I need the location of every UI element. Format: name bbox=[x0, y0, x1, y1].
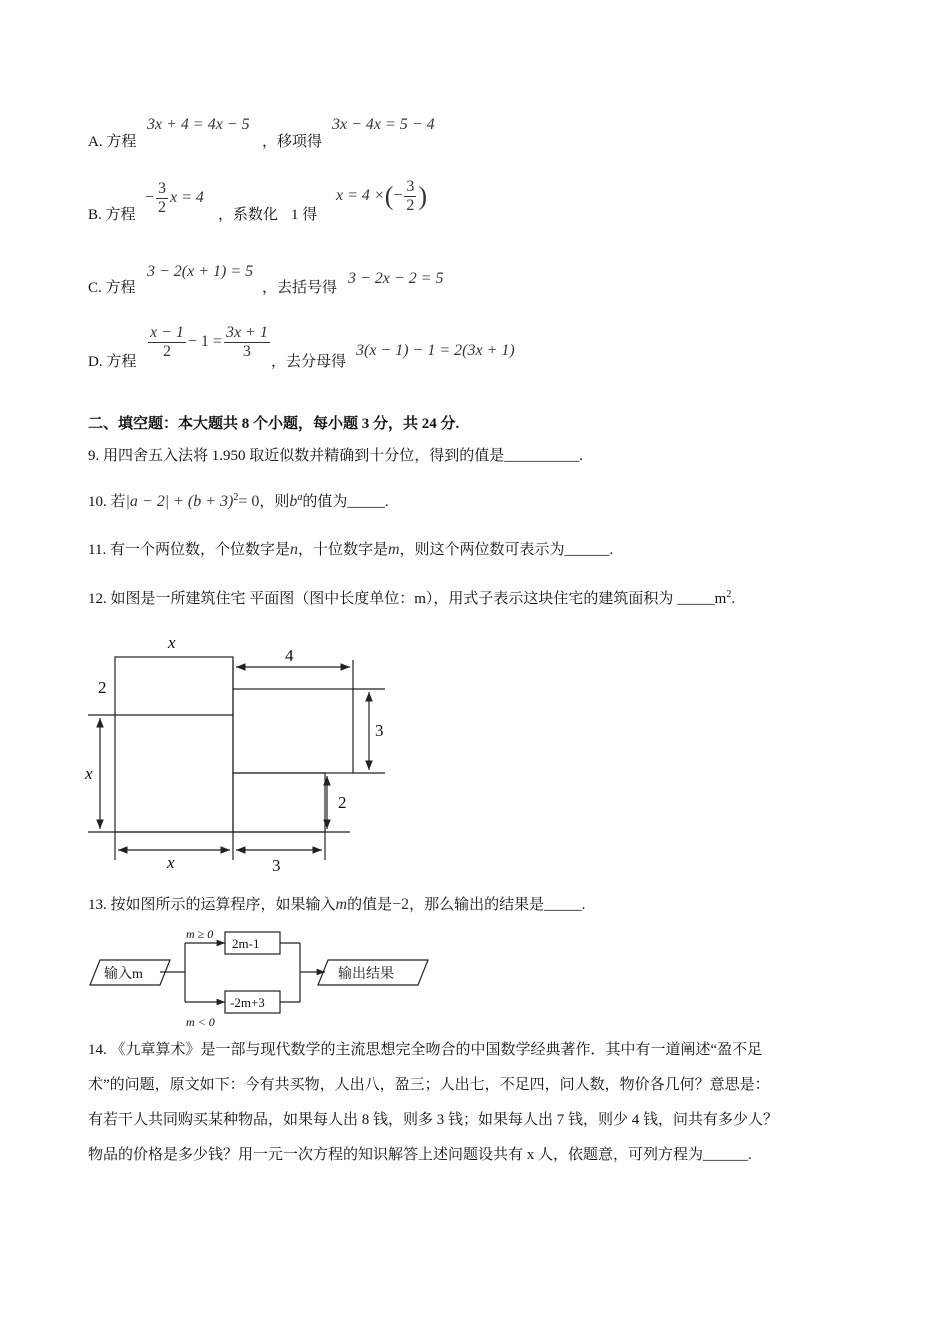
q11-lead: 有一个两位数，个位数字是 bbox=[109, 542, 290, 558]
q10-mid: ，则 bbox=[259, 494, 290, 510]
option-b-result: x = 4 ×(− $\frac{3}{2}$ ) bbox=[336, 178, 428, 214]
option-d-result: 3(x − 1) − 1 = 2(3x + 1) bbox=[356, 342, 515, 359]
option-b-res-den: 2 bbox=[406, 197, 415, 214]
option-a-result: 3x − 4x = 5 − 4 bbox=[332, 116, 435, 133]
option-d-prefix: 方程 bbox=[106, 354, 137, 370]
option-b-eq-rest: x = 4 bbox=[170, 189, 204, 207]
label-top-4: 4 bbox=[285, 646, 294, 665]
label-right-3: 3 bbox=[375, 721, 384, 740]
q11-m: m bbox=[387, 541, 400, 558]
option-a-equation: 3x + 4 = 4x − 5 bbox=[147, 116, 250, 133]
option-a-label: A. bbox=[88, 134, 103, 150]
q12-text: 12. 如图是一所建筑住宅 平面图（图中长度单位：m），用式子表示这块住宅的建筑面积为 _____m bbox=[88, 591, 727, 607]
option-d-f1-den: 2 bbox=[162, 343, 171, 360]
q13-num: 13. bbox=[88, 897, 107, 913]
option-b-label: B. bbox=[88, 207, 102, 223]
option-b-coef-den: 2 bbox=[158, 199, 167, 216]
q11-num: 11. bbox=[88, 542, 107, 558]
section-title: 二、填空题：本大题共 8 个小题，每小题 3 分，共 24 分. bbox=[88, 416, 460, 432]
q10-square: 2 bbox=[233, 492, 239, 503]
option-b-gap: 1 得 bbox=[291, 207, 318, 223]
option-c-result: 3 − 2x − 2 = 5 bbox=[348, 270, 444, 287]
option-a-prefix: 方程 bbox=[106, 134, 137, 150]
option-d-f1-num: x − 1 bbox=[150, 324, 184, 341]
question-14-line-3: 有若干人共同购买某种物品，如果每人出 8 钱，则多 3 钱；如果每人出 7 钱，则少 4 钱，问共有多少人？ bbox=[88, 1112, 779, 1128]
q10-expr: |a − 2| + (b + 3) bbox=[125, 493, 234, 510]
option-b-coef-num: 3 bbox=[158, 180, 167, 197]
q10-eq0: = 0 bbox=[238, 493, 260, 510]
q13-val: −2 bbox=[392, 896, 410, 913]
flow-cond-bottom: m < 0 bbox=[186, 1015, 215, 1029]
option-c-prefix: 方程 bbox=[105, 280, 136, 296]
flow-box-bottom-label: -2m+3 bbox=[230, 995, 265, 1010]
option-d-minus-one: − 1 = bbox=[187, 333, 222, 351]
q12-end: . bbox=[731, 591, 736, 607]
q13-lead: 按如图所示的运算程序，如果输入 bbox=[110, 897, 336, 913]
label-top-x: x bbox=[168, 633, 176, 652]
option-d-label: D. bbox=[88, 354, 103, 370]
label-bottom-x: x bbox=[167, 853, 175, 872]
q10-exp: a bbox=[297, 492, 303, 503]
q11-n: n bbox=[289, 541, 298, 558]
option-d-f2-den: 3 bbox=[242, 343, 251, 360]
q10-tail: 的值为_____. bbox=[302, 494, 389, 510]
flow-cond-top: m ≥ 0 bbox=[186, 927, 214, 941]
q10-lead: 若 bbox=[110, 494, 126, 510]
q13-tail: ，那么输出的结果是_____. bbox=[409, 897, 586, 913]
q11-tail: ，则这个两位数可表示为______. bbox=[399, 542, 614, 558]
flow-box-top-label: 2m-1 bbox=[232, 936, 260, 951]
label-left-x: x bbox=[85, 764, 93, 783]
option-d-mid: ，去分母得 bbox=[271, 354, 347, 370]
q10-base: b bbox=[289, 493, 298, 510]
question-14-line-1: 14. 《九章算术》是一部与现代数学的主流思想完全吻合的中国数学经典著作．其中有一道阐述“盈不足 bbox=[88, 1042, 763, 1058]
flow-input-label: 输入m bbox=[104, 967, 143, 982]
option-b-equation: − $\frac{3}{2}$ x = 4 bbox=[145, 180, 204, 216]
option-b-res-num: 3 bbox=[406, 178, 415, 195]
q12-sup: 2 bbox=[726, 589, 732, 600]
option-c-mid: ，去括号得 bbox=[262, 280, 338, 296]
label-left-2: 2 bbox=[98, 678, 107, 697]
option-c-equation: 3 − 2(x + 1) = 5 bbox=[147, 263, 254, 280]
option-b-result-lead: x = 4 × bbox=[336, 187, 385, 205]
q13-mid: 的值是 bbox=[347, 897, 393, 913]
option-c-label: C. bbox=[88, 280, 102, 296]
option-d-f2-num: 3x + 1 bbox=[225, 324, 268, 341]
option-a-mid: ，移项得 bbox=[262, 134, 323, 150]
flow-output-label: 输出结果 bbox=[338, 967, 394, 982]
option-b-prefix: 方程 bbox=[105, 207, 136, 223]
question-14-line-4: 物品的价格是多少钱？用一元一次方程的知识解答上述问题设共有 x 人，依题意，可列方程为______. bbox=[88, 1147, 752, 1163]
label-bottom-3: 3 bbox=[272, 856, 281, 875]
label-right-2: 2 bbox=[338, 793, 347, 812]
question-9: 9. 用四舍五入法将 1.950 取近似数并精确到十分位，得到的值是__________. bbox=[88, 448, 584, 464]
question-14-line-2: 术”的问题，原文如下：今有共买物，人出八，盈三；人出七，不足四，问人数，物价各几何？意思是： bbox=[88, 1077, 770, 1093]
option-b-mid: ，系数化 bbox=[218, 207, 279, 223]
q13-m: m bbox=[335, 896, 348, 913]
q11-mid: ，十位数字是 bbox=[297, 542, 388, 558]
q10-num: 10. bbox=[88, 494, 107, 510]
